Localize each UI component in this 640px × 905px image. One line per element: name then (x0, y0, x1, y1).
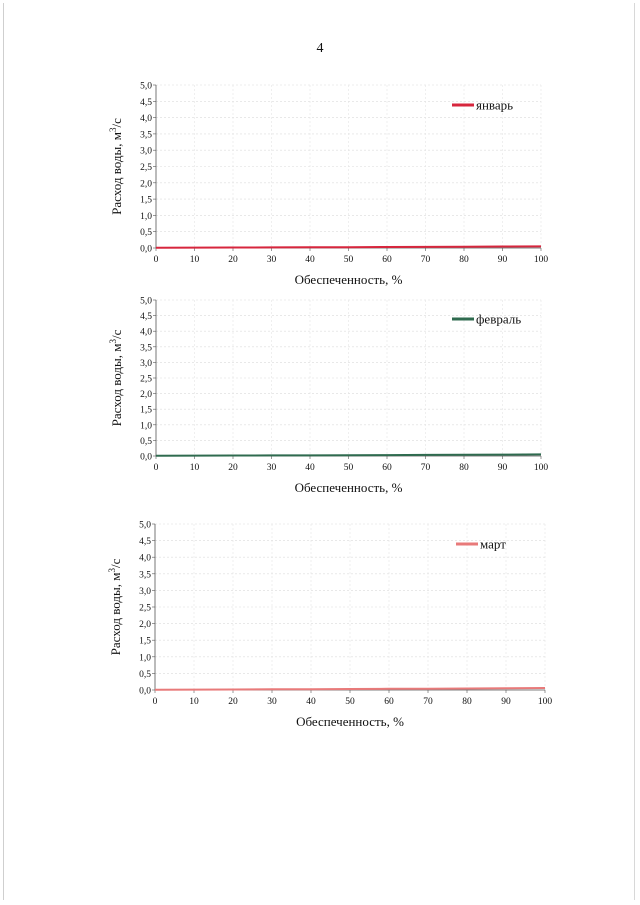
x-tick-label: 60 (382, 463, 392, 473)
y-axis-title-main: Расход воды, м (109, 343, 124, 427)
y-tick-label: 3,5 (140, 130, 152, 141)
y-tick-label: 4,5 (140, 312, 152, 323)
y-tick-label: 4,5 (140, 97, 152, 108)
y-tick-label: 2,0 (139, 620, 151, 631)
x-tick-label: 30 (266, 255, 277, 265)
y-tick-label: 0,0 (140, 244, 152, 255)
x-tick-label: 10 (189, 255, 200, 265)
y-axis-title-tail: /с (109, 118, 124, 128)
y-axis-title (108, 329, 124, 426)
x-tick-label: 90 (501, 697, 511, 707)
x-tick-label: 60 (382, 255, 392, 265)
y-tick-label: 3,0 (139, 586, 151, 597)
x-axis-title: Обеспеченность, % (294, 480, 403, 495)
y-tick-label: 2,0 (140, 179, 152, 190)
x-tick-label: 10 (189, 463, 200, 473)
y-tick-label: 4,0 (140, 114, 152, 125)
x-tick-label: 0 (152, 697, 158, 707)
y-axis-title-sup: 3 (108, 339, 118, 344)
y-tick-label: 4,0 (140, 327, 152, 338)
legend-label: март (480, 536, 506, 552)
x-tick-label: 50 (343, 255, 354, 265)
x-tick-label: 20 (228, 255, 238, 265)
x-tick-label: 70 (420, 255, 431, 265)
y-tick-label: 3,5 (139, 570, 151, 581)
y-tick-label: 1,0 (140, 211, 152, 222)
x-tick-label: 0 (153, 463, 159, 473)
y-axis-title-main: Расход воды, м (108, 572, 123, 656)
y-axis-title (107, 558, 123, 655)
y-axis-title-tail: /с (108, 558, 123, 569)
y-tick-label: 1,0 (140, 421, 152, 432)
x-tick-label: 80 (459, 463, 469, 473)
y-tick-label: 4,0 (139, 553, 151, 564)
x-tick-label: 70 (423, 697, 433, 707)
y-tick-label: 3,5 (140, 343, 152, 354)
y-tick-label: 0,5 (140, 436, 152, 447)
x-tick-label: 40 (306, 697, 316, 707)
y-axis-title-sup: 3 (107, 568, 117, 573)
y-tick-label: 2,0 (140, 390, 152, 401)
y-tick-label: 3,0 (140, 358, 152, 369)
chart-january (0, 70, 640, 292)
y-tick-label: 5,0 (139, 520, 151, 531)
x-tick-label: 90 (497, 255, 508, 265)
y-tick-label: 2,5 (140, 163, 152, 173)
y-tick-label: 3,0 (140, 146, 152, 157)
x-tick-label: 80 (459, 255, 469, 265)
y-tick-label: 1,5 (140, 405, 152, 416)
x-tick-label: 0 (153, 255, 159, 265)
x-tick-label: 80 (462, 697, 472, 707)
x-tick-label: 40 (305, 463, 315, 473)
chart-march (0, 508, 640, 740)
x-tick-label: 30 (267, 697, 277, 707)
x-tick-label: 100 (533, 463, 549, 473)
x-tick-label: 30 (266, 463, 277, 473)
x-tick-label: 50 (343, 463, 354, 473)
y-axis-title-tail: /с (109, 329, 124, 340)
y-tick-label: 1,0 (139, 653, 151, 664)
y-axis-title-sup: 3 (108, 127, 118, 133)
series-line-февраль (156, 454, 541, 455)
page-number: 4 (316, 41, 324, 56)
y-tick-label: 5,0 (140, 81, 152, 92)
x-tick-label: 10 (189, 697, 199, 707)
x-tick-label: 20 (228, 697, 238, 707)
x-axis-title: Обеспеченность, % (296, 714, 404, 729)
x-tick-label: 20 (228, 463, 238, 473)
series-line-март (155, 688, 545, 690)
x-tick-label: 100 (537, 697, 553, 707)
y-tick-label: 0,0 (140, 452, 152, 463)
y-tick-label: 1,5 (140, 195, 152, 206)
y-tick-label: 4,5 (139, 537, 151, 548)
legend-label: февраль (476, 311, 522, 327)
series-line-январь (156, 246, 541, 247)
x-tick-label: 40 (305, 255, 315, 265)
x-tick-label: 70 (420, 463, 431, 473)
y-tick-label: 1,5 (139, 636, 151, 647)
y-tick-label: 5,0 (140, 296, 152, 307)
x-tick-label: 100 (533, 255, 549, 265)
y-axis-title-main: Расход воды, м (109, 132, 124, 215)
legend-label: январь (476, 97, 514, 113)
y-tick-label: 0,5 (139, 669, 151, 680)
y-axis-title (108, 118, 124, 215)
y-tick-label: 2,5 (140, 374, 152, 385)
x-tick-label: 90 (497, 463, 508, 473)
y-tick-label: 0,5 (140, 228, 152, 239)
chart-february (0, 284, 640, 506)
x-tick-label: 50 (345, 697, 355, 707)
x-axis-title: Обеспеченность, % (294, 272, 403, 287)
x-tick-label: 60 (384, 697, 394, 707)
y-tick-label: 0,0 (139, 686, 151, 697)
y-tick-label: 2,5 (139, 603, 151, 614)
